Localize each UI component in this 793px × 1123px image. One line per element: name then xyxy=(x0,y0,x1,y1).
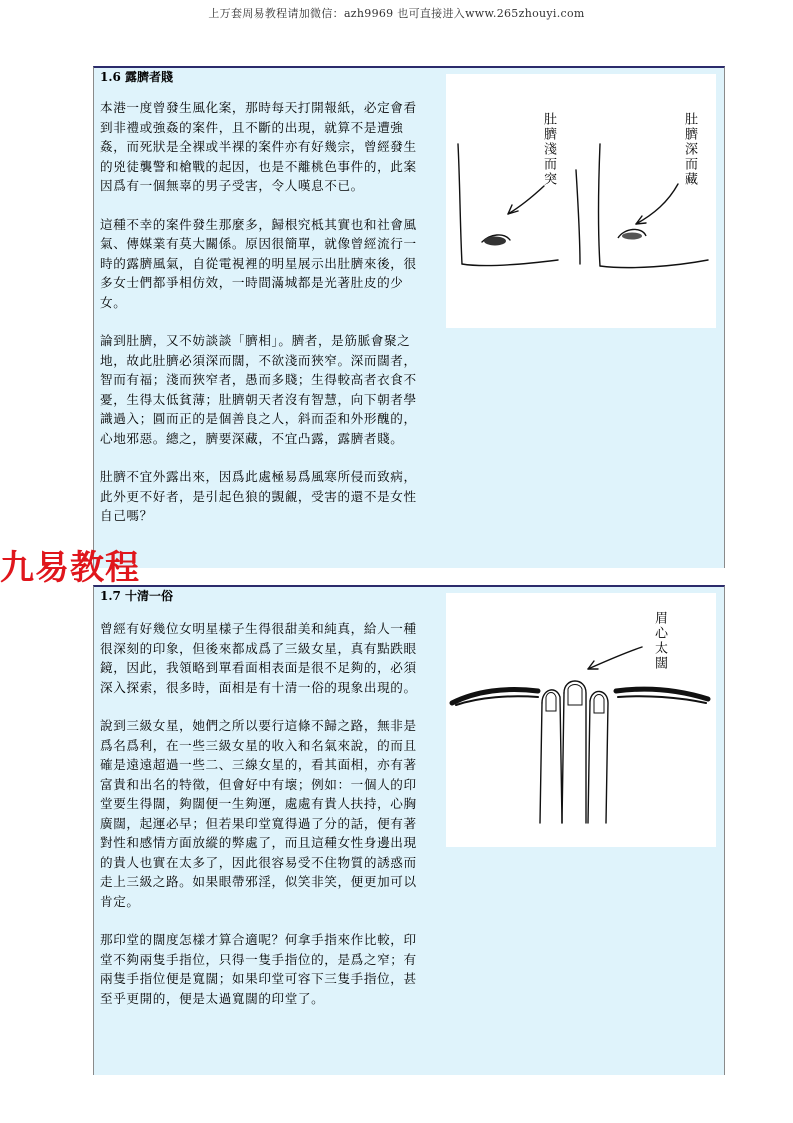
paragraph: 肚臍不宜外露出來，因爲此處極易爲風寒所侵而致病，此外更不好者，是引起色狼的覬覦，受害的還不是女性自己嗎？ xyxy=(100,469,417,523)
section-title: 1.7 十清一俗 xyxy=(100,589,174,603)
paragraph: 論到肚臍，又不妨談談「臍相」。臍者，是筋脈會聚之地，故此肚臍必須深而闊，不欲淺而狹窄。深而闊者，智而有福；淺而狹窄者，愚而多賤；生得較高者衣食不憂，生得太低貧薄；肚臍朝天者沒有智慧，向下朝者學識過入；圓而正的是個善良之人，斜而歪和外形醜的，心地邪惡。總之，臍要深藏，不宜凸露，露臍者賤。 xyxy=(100,333,417,446)
navel-illustration xyxy=(446,74,716,328)
paragraph: 曾經有好幾位女明星樣子生得很甜美和純真，給人一種很深刻的印象，但後來都成爲了三級女星，真有點跌眼鏡，因此，我領略到單看面相表面是很不足夠的，必須深入探索，很多時，面相是有十清一俗的現象出現的。 xyxy=(100,621,417,695)
paragraph: 本港一度曾發生風化案，那時每天打開報紙，必定會看到非禮或強姦的案件，且不斷的出現，就算不是遭強姦，而死狀是全裸或半裸的案件亦有好幾宗，曾經發生的兇徒襲警和槍戰的起因，也是不離桃色事件的，此案因爲有一個無辜的男子受害，令人嘆息不已。 xyxy=(100,100,417,193)
section-title: 1.6 露臍者賤 xyxy=(100,70,174,84)
label-deep-navel: 肚臍深而藏 xyxy=(682,112,697,187)
section-body xyxy=(100,619,422,1027)
section-panel-forehead xyxy=(93,585,725,1075)
section-panel-navel xyxy=(93,66,725,568)
eyebrow-illustration xyxy=(446,593,716,847)
paragraph: 這種不幸的案件發生那麼多，歸根究柢其實也和社會風氣、傳媒業有莫大關係。原因很簡單，就像曾經流行一時的露臍風氣，自從電視裡的明星展示出肚臍來後，很多女士們都爭相仿效，一時間滿城都是光著肚皮的少女。 xyxy=(100,216,417,310)
paragraph: 說到三級女星，她們之所以要行這條不歸之路，無非是爲名爲利，在一些三級女星的收入和名氣來說，的而且確是遠遠超過一些二、三線女星的，看其面相，亦有著富貴和出名的特徵，但會好中有壞；例如：一個人的印堂要生得闊，夠闊便一生夠運，處處有貴人扶持，心胸廣闊，起運必早；但若果印堂寬得過了分的話，便有著對性和感情方面放縱的弊處了，而且這種女性身邊出現的貴人也實在太多了，因此很容易受不住物質的誘惑而走上三級之路。如果眼帶邪淫，似笑非笑，便更加可以肯定。 xyxy=(100,718,417,909)
eyebrow-drawing xyxy=(446,593,716,847)
navel-drawing xyxy=(446,74,716,328)
paragraph: 那印堂的闊度怎樣才算合適呢？何拿手指來作比較，印堂不夠兩隻手指位，只得一隻手指位的，是爲之窄；有兩隻手指位便是寬闊；如果印堂可容下三隻手指位，甚至乎更開的，便是太過寬闊的印堂了。 xyxy=(100,932,417,1006)
watermark-text: 九易教程 xyxy=(0,548,140,588)
section-body xyxy=(100,98,422,545)
page-header-text: 上万套周易教程请加微信：azh9969 也可直接进入www.265zhouyi.com xyxy=(208,7,585,20)
label-shallow-navel: 肚臍淺而突 xyxy=(541,112,556,187)
label-wide-brow-gap: 眉心太闊 xyxy=(652,611,667,671)
